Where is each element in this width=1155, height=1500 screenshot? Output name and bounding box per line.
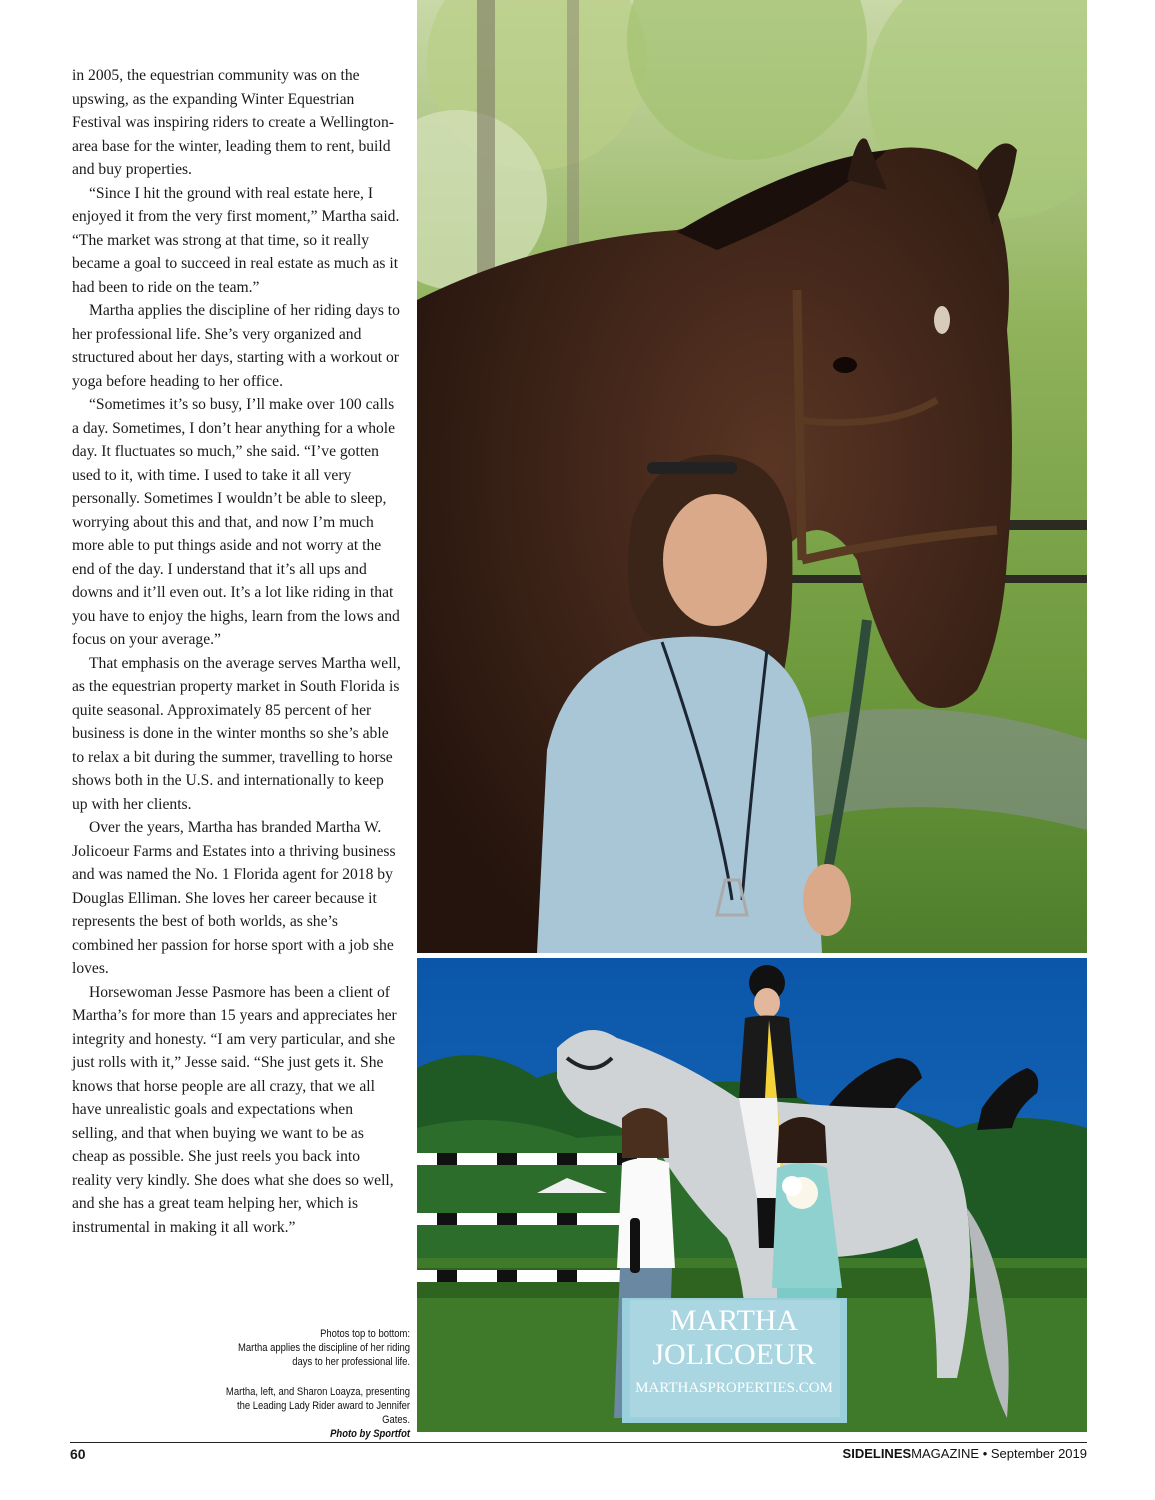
article-paragraph: Horsewoman Jesse Pasmore has been a client of Martha’s for more than 15 years and appreciates her integrity and honesty. “I am very particular, and she just rolls with it,” Jesse said. “She just gets it. She knows that horse people are all crazy, that we all have unrealistic goals and expectations when selling, and that when buying we want to be as cheap as possible. She just reels you back into reality very kindly. She does what she does so well, and she has a great team helping her, which is instrumental in making it all work.” (72, 983, 397, 1236)
photo-award-presentation (417, 958, 1087, 1432)
sign-line2: JOLICOEUR (652, 1338, 816, 1371)
footer-rule (70, 1442, 1087, 1443)
caption-photo2: Martha, left, and Sharon Loayza, presenting the Leading Lady Rider award to Jennifer Gates. (225, 1386, 410, 1426)
article-paragraph: “Since I hit the ground with real estate here, I enjoyed it from the very first moment,” Martha said. “The market was strong at that time, so it really became a goal to succeed in real estate as much as it had been to ride on the team.” (72, 184, 400, 296)
article-paragraph: “Sometimes it’s so busy, I’ll make over 100 calls a day. Sometimes, I don’t hear anything for a whole day. It fluctuates so much,” she said. “I’ve gotten used to it, with time. I used to take it all very personally. Sometimes I wouldn’t be able to sleep, worrying about this and that, and now I’m much more able to put things aside and not worry at the end of the day. I understand that it’s all ups and downs and it’ll even out. It’s a lot like riding in that you have to enjoy the highs, learn from the lows and focus on your average.” (72, 396, 400, 648)
footer-magazine: MAGAZINE (911, 1446, 980, 1461)
footer-publication (843, 1446, 1087, 1461)
caption-heading: Photos top to bottom: (320, 1328, 410, 1340)
horse-portrait-illustration (417, 0, 1087, 953)
photo-martha-with-horse (417, 0, 1087, 953)
footer-brand: SIDELINES (842, 1446, 912, 1461)
article-body (72, 64, 402, 1239)
photo-credit: Photo by Sportfot (330, 1428, 410, 1440)
article-paragraph: in 2005, the equestrian community was on the upswing, as the expanding Winter Equestrian Festival was inspiring riders to create a Wellington-area base for the winter, leading them to rent, build and buy properties. (72, 67, 394, 178)
caption-photo1: Martha applies the discipline of her riding days to her professional life. (238, 1342, 410, 1368)
article-paragraph: Martha applies the discipline of her riding days to her professional life. She’s very organized and structured about her days, starting with a workout or yoga before heading to her office. (72, 302, 400, 390)
footer-date: September 2019 (990, 1446, 1087, 1461)
page-number: 60 (70, 1446, 86, 1462)
sign-url: MARTHASPROPERTIES.COM (635, 1380, 833, 1396)
award-scene-illustration (417, 958, 1087, 1432)
photo-caption-top (221, 1327, 410, 1369)
article-paragraph: That emphasis on the average serves Martha well, as the equestrian property market in South Florida is quite seasonal. Approximately 85 percent of her business is done in the winter months so she’s able to relax a bit during the summer, travelling to horse shows both in the U.S. and internationally to keep up with her clients. (72, 654, 401, 813)
photo-caption-bottom (221, 1385, 410, 1441)
article-paragraph: Over the years, Martha has branded Martha W. Jolicoeur Farms and Estates into a thriving business and was named the No. 1 Florida agent for 2018 by Douglas Elliman. She loves her career because it represents the best of both worlds, as she’s combined her passion for horse sport with a job she loves. (72, 819, 396, 977)
sign-line1: MARTHA (669, 1304, 799, 1337)
footer-separator: • (982, 1446, 988, 1461)
